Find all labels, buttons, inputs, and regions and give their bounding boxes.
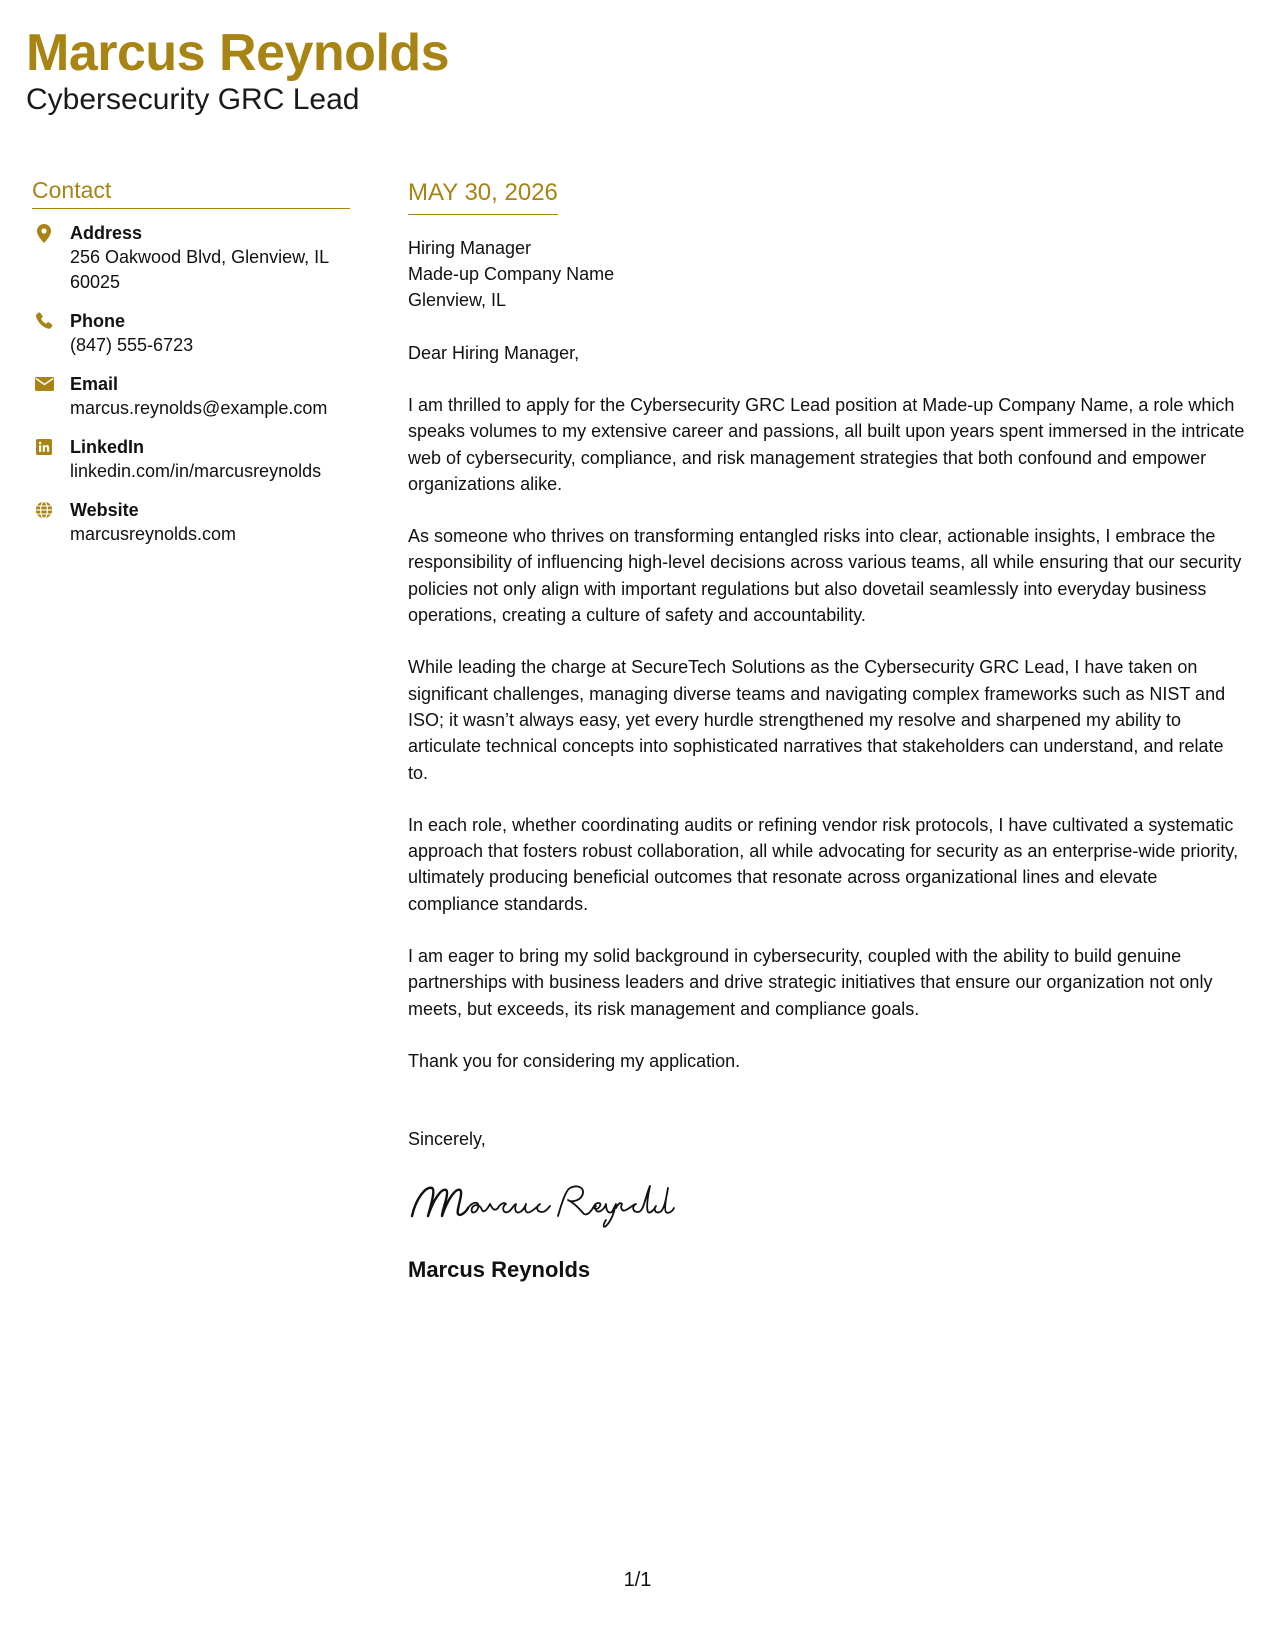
recipient-block [408, 235, 1248, 313]
body-paragraph: I am eager to bring my solid background in cybersecurity, coupled with the ability to build genuine partnerships with business leaders and drive strategic initiatives that ensure our organization not only meets, but exceeds, its risk management and compliance goals. [408, 946, 1213, 1019]
recipient-line: Made-up Company Name [408, 264, 615, 284]
contact-value: 60025 [70, 272, 121, 292]
body-paragraph: Thank you for considering my application. [408, 1050, 741, 1071]
contact-value: (847) 555-6723 [70, 335, 194, 355]
contact-label: Phone [70, 311, 126, 331]
handwritten-signature [408, 1174, 1248, 1230]
contact-label: Address [70, 223, 143, 243]
letter-header [26, 22, 449, 118]
contact-item-phone [32, 309, 350, 358]
body-paragraph: I am thrilled to apply for the Cybersecurity GRC Lead position at Made-up Company Name, a role which speaks volumes to my extensive career and passions, all built upon years spent immersed in the intricate web of cybersecurity, compliance, and risk management strategies that both confound and empower organizations alike. [408, 395, 1245, 494]
contact-item-linkedin [32, 435, 350, 484]
recipient-line: Glenview, IL [408, 290, 507, 310]
contact-label: Email [70, 374, 119, 394]
signer-name: Marcus Reynolds [408, 1257, 591, 1283]
contact-value: marcus.reynolds@example.com [70, 398, 328, 418]
envelope-icon [34, 374, 54, 394]
letter-body [408, 178, 1248, 1284]
contact-item-website [32, 498, 350, 547]
contact-value: 256 Oakwood Blvd, Glenview, IL [70, 247, 330, 267]
body-paragraph: While leading the charge at SecureTech Solutions as the Cybersecurity GRC Lead, I have taken on significant challenges, managing diverse teams and navigating complex frameworks such as NIST and ISO; it wasn’t always easy, yet every hurdle strengthened my resolve and sharpened my ability to articulate technical concepts into sophisticated narratives that stakeholders can understand, and relate to. [408, 657, 1226, 783]
letter-date: MAY 30, 2026 [408, 178, 558, 215]
globe-icon [34, 500, 54, 520]
contact-heading: Contact [32, 176, 350, 209]
contact-label: LinkedIn [70, 437, 145, 457]
salutation: Dear Hiring Manager, [408, 343, 580, 363]
closing: Sincerely, [408, 1129, 486, 1150]
map-pin-icon [34, 223, 54, 243]
recipient-line: Hiring Manager [408, 238, 532, 258]
body-paragraph: In each role, whether coordinating audits or refining vendor risk protocols, I have cultivated a systematic approach that fosters robust collaboration, all while advocating for security as an enterprise-wide priority, ultimately producing beneficial outcomes that resonate across organizational lines and elevate compliance standards. [408, 814, 1239, 914]
contact-item-address [32, 221, 350, 295]
body-paragraph: As someone who thrives on transforming entangled risks into clear, actionable insights, I embrace the responsibility of influencing high-level decisions across various teams, all while ensuring that our security policies not only align with important regulations but also dovetail seamlessly into everyday business operations, creating a culture of safety and accountability. [408, 526, 1242, 626]
contact-label: Website [70, 500, 139, 520]
contact-sidebar [32, 176, 350, 561]
linkedin-icon [34, 437, 54, 457]
phone-icon [34, 311, 54, 331]
page-number: 1/1 [623, 1569, 652, 1591]
applicant-role: Cybersecurity GRC Lead [26, 83, 360, 116]
contact-value: marcusreynolds.com [70, 524, 237, 544]
applicant-name: Marcus Reynolds [26, 24, 450, 82]
contact-value: linkedin.com/in/marcusreynolds [70, 461, 322, 481]
contact-item-email [32, 372, 350, 421]
